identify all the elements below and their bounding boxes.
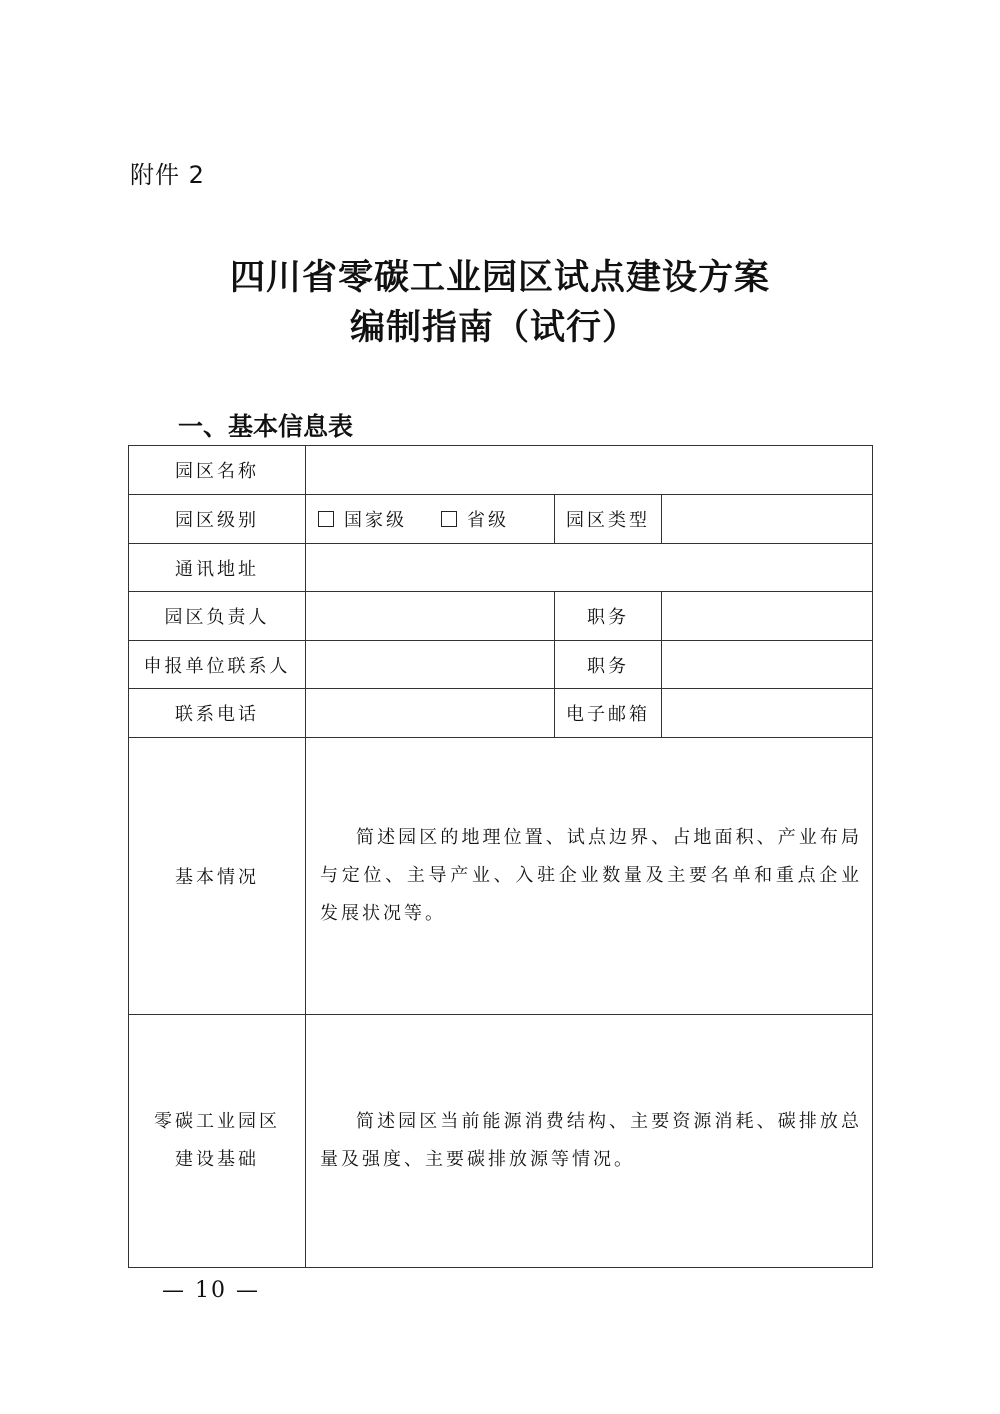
section-heading: 一、基本信息表 — [178, 412, 354, 441]
park-type-label: 园区类型 — [555, 495, 662, 544]
park-name-label: 园区名称 — [129, 446, 306, 495]
level-option-label: 国家级 — [344, 510, 407, 531]
table-row — [129, 641, 873, 689]
table-row — [129, 592, 873, 641]
table-row — [129, 1015, 873, 1268]
position-label: 职务 — [555, 641, 662, 689]
level-option-national[interactable] — [318, 506, 407, 532]
table-row — [129, 446, 873, 495]
level-option-provincial[interactable] — [441, 506, 509, 532]
construction-foundation-label-line1: 零碳工业园区 — [154, 1111, 280, 1132]
park-level-label: 园区级别 — [129, 495, 306, 544]
email-field[interactable] — [662, 689, 873, 738]
construction-foundation-description: 简述园区当前能源消费结构、主要资源消耗、碳排放总量及强度、主要碳排放源等情况。 — [320, 1111, 863, 1170]
attachment-label: 附件 2 — [130, 161, 205, 189]
basic-situation-description: 简述园区的地理位置、试点边界、占地面积、产业布局与定位、主导产业、入驻企业数量及主要名单和重点企业发展状况等。 — [320, 827, 863, 924]
position-label: 职务 — [555, 592, 662, 641]
table-row — [129, 689, 873, 738]
phone-field[interactable] — [306, 689, 555, 738]
table-row — [129, 495, 873, 544]
email-label: 电子邮箱 — [555, 689, 662, 738]
basic-info-table — [128, 445, 873, 1268]
document-title-line2: 编制指南（试行） — [349, 307, 638, 348]
checkbox-icon[interactable] — [318, 511, 334, 527]
phone-label: 联系电话 — [129, 689, 306, 738]
construction-foundation-field[interactable] — [306, 1015, 873, 1268]
basic-situation-label: 基本情况 — [129, 738, 306, 1015]
basic-situation-field[interactable] — [306, 738, 873, 1015]
park-type-field[interactable] — [662, 495, 873, 544]
contact-position-field[interactable] — [662, 641, 873, 689]
document-title-line1: 四川省零碳工业园区试点建设方案 — [229, 257, 770, 298]
table-row — [129, 544, 873, 592]
park-head-field[interactable] — [306, 592, 555, 641]
address-field[interactable] — [306, 544, 873, 592]
construction-foundation-label-line2: 建设基础 — [175, 1149, 259, 1170]
contact-person-label: 申报单位联系人 — [129, 641, 306, 689]
page-number: — 10 — — [162, 1278, 260, 1303]
address-label: 通讯地址 — [129, 544, 306, 592]
table-row — [129, 738, 873, 1015]
checkbox-icon[interactable] — [441, 511, 457, 527]
park-head-label: 园区负责人 — [129, 592, 306, 641]
contact-person-field[interactable] — [306, 641, 555, 689]
park-name-field[interactable] — [306, 446, 873, 495]
level-option-label: 省级 — [467, 510, 509, 531]
park-head-position-field[interactable] — [662, 592, 873, 641]
construction-foundation-label — [129, 1015, 306, 1268]
park-level-options — [306, 495, 555, 544]
